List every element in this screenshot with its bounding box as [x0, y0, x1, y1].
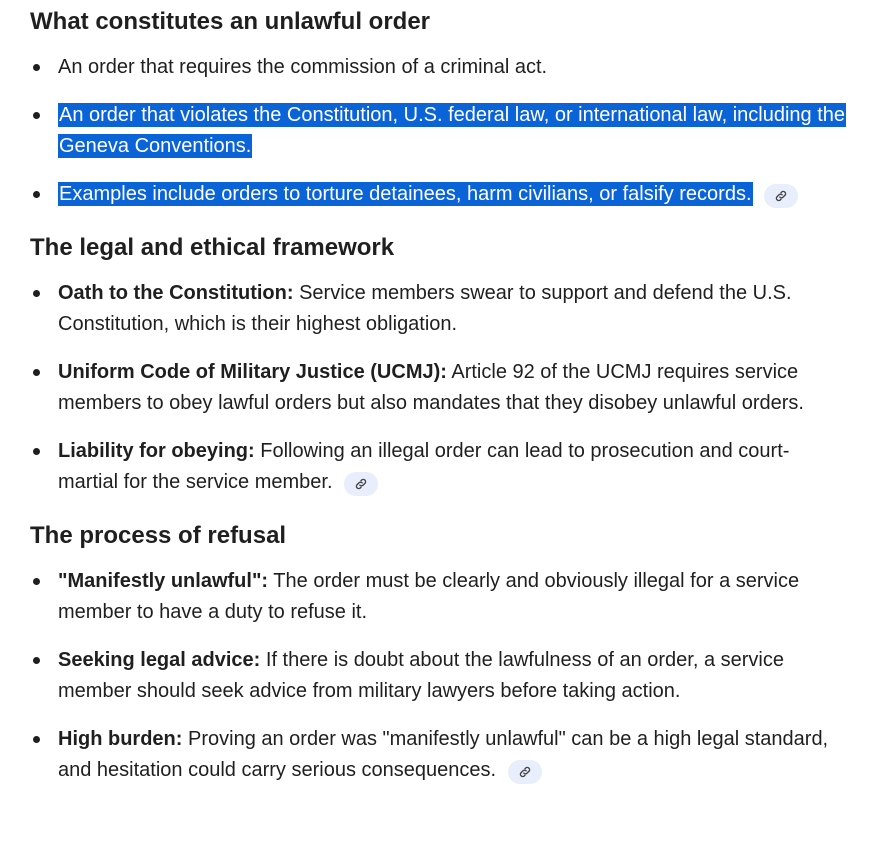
section-heading: The legal and ethical framework [30, 234, 395, 261]
bullet-list [30, 566, 856, 786]
item-text: An order that requires the commission of a criminal act. [58, 56, 548, 78]
item-text: Service members swear to support and defend the U.S. Constitution, which is their highest obligation. [58, 282, 792, 335]
section-heading: What constitutes an unlawful order [30, 8, 431, 35]
item-term: Seeking legal advice: [58, 649, 261, 671]
bullet-icon [33, 448, 40, 455]
list-item [30, 357, 856, 419]
item-text: The order must be clearly and obviously illegal for a service member to have a duty to refuse it. [58, 570, 800, 623]
bullet-list [30, 278, 856, 498]
section-heading: The process of refusal [30, 522, 287, 549]
bullet-icon [33, 578, 40, 585]
bullet-icon [33, 369, 40, 376]
link-icon [774, 189, 788, 203]
list-item [30, 436, 856, 498]
bullet-icon [33, 736, 40, 743]
section-unlawful-order [30, 6, 856, 210]
section-refusal-process [30, 520, 856, 786]
bullet-icon [33, 290, 40, 297]
list-item [30, 724, 856, 786]
list-item [30, 179, 856, 210]
list-item [30, 566, 856, 628]
item-text-highlighted[interactable]: Examples include orders to torture detainees, harm civilians, or falsify records. [59, 183, 752, 205]
list-item [30, 100, 856, 162]
list-item [30, 278, 856, 340]
section-legal-framework [30, 232, 856, 498]
item-text: Proving an order was "manifestly unlawful" can be a high legal standard, and hesitation could carry serious consequences. [58, 728, 829, 781]
bullet-icon [33, 112, 40, 119]
item-term: High burden: [58, 728, 183, 750]
item-term: Uniform Code of Military Justice (UCMJ): [58, 361, 447, 383]
link-icon [518, 765, 532, 779]
item-term: Liability for obeying: [58, 440, 255, 462]
item-text: Article 92 of the UCMJ requires service members to obey lawful orders but also mandates that they disobey unlawful orders. [58, 361, 804, 414]
item-term: "Manifestly unlawful": [58, 570, 269, 592]
bullet-list [30, 52, 856, 210]
bullet-icon [33, 64, 40, 71]
source-link-button[interactable] [344, 472, 378, 496]
bullet-icon [33, 657, 40, 664]
list-item [30, 645, 856, 707]
item-term: Oath to the Constitution: [58, 282, 294, 304]
item-text: Following an illegal order can lead to prosecution and court-martial for the service member. [58, 440, 790, 493]
item-text-highlighted[interactable]: An order that violates the Constitution, U.S. federal law, or international law, including the Geneva Conventions. [59, 104, 846, 157]
item-text: If there is doubt about the lawfulness of an order, a service member should seek advice from military lawyers before taking action. [58, 649, 784, 702]
link-icon [354, 477, 368, 491]
list-item [30, 52, 856, 83]
source-link-button[interactable] [508, 760, 542, 784]
source-link-button[interactable] [764, 184, 798, 208]
bullet-icon [33, 191, 40, 198]
